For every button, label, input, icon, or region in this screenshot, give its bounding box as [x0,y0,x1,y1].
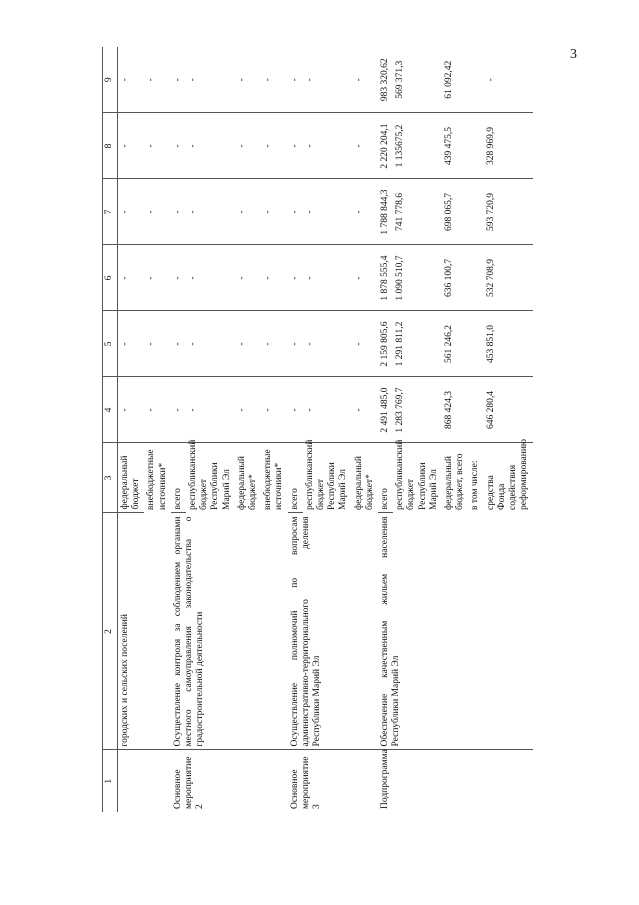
funding-source: внебюджетные источники* [146,449,168,510]
amount-cell: - [261,47,287,113]
amount-cell: 1 283 769,7 [393,377,442,443]
funding-source: республиканский бюджет Республики Марий Эл [304,439,349,510]
funding-source: средства Фонда содействия реформированию [485,438,530,510]
amount-cell: - [235,179,261,245]
amount-cell: - [261,377,287,443]
funding-source: в том числе: [470,460,481,510]
amount-cell: - [186,113,235,179]
amount-cell: - [288,311,303,377]
column-header: 9 [103,47,118,113]
amount-cell: - [303,245,352,311]
funding-source: всего [171,443,186,513]
funding-source: республиканский бюджет Республики Марий Эл [188,439,232,510]
amount-cell: - [144,113,170,179]
column-header: 1 [103,750,118,812]
amount-cell: - [118,47,145,113]
program-description: Осуществление полномочий по вопросам административно-территориального деления Республики Марий Эл [288,513,378,750]
funding-source: всего [378,443,393,513]
column-header: 7 [103,179,118,245]
amount-cell: - [171,113,186,179]
amount-cell: - [171,245,186,311]
amount-cell: - [303,377,352,443]
amount-cell: - [118,245,145,311]
amount-cell: 868 424,3 [442,377,468,443]
funding-source: федеральный бюджет* [236,456,259,510]
amount-cell: 2 159 805,6 [378,311,393,377]
amount-cell: - [288,179,303,245]
amount-cell: - [303,179,352,245]
amount-cell: - [352,377,378,443]
program-description: Осуществление контроля за соблюдением органами местного самоуправления законодательства о градостроительной деятельности [171,513,288,750]
amount-cell: - [352,47,378,113]
amount-cell: - [171,179,186,245]
amount-cell: - [144,377,170,443]
amount-cell: - [235,311,261,377]
amount-cell: - [186,377,235,443]
column-header: 6 [103,245,118,311]
amount-cell: 569 371,3 [393,47,442,113]
amount-cell: - [235,245,261,311]
table-row [378,47,393,812]
amount-cell: - [171,377,186,443]
table-row [171,47,186,812]
budget-table [102,47,533,812]
amount-cell: - [303,47,352,113]
column-header: 4 [103,377,118,443]
amount-cell [468,377,483,443]
amount-cell: - [186,179,235,245]
amount-cell: - [118,179,145,245]
amount-cell: 1 788 844,3 [378,179,393,245]
program-label: Основное мероприятие 3 [289,756,323,809]
amount-cell: 328 969,9 [484,113,533,179]
table-row [288,47,303,812]
amount-cell: 741 778,6 [393,179,442,245]
amount-cell: 1 090 510,7 [393,245,442,311]
amount-cell: - [186,47,235,113]
amount-cell: - [303,113,352,179]
amount-cell [468,245,483,311]
amount-cell: - [261,245,287,311]
amount-cell [468,311,483,377]
funding-source: всего [288,443,303,513]
amount-cell: 2 220 204,1 [378,113,393,179]
amount-cell: 561 246,2 [442,311,468,377]
column-header: 3 [103,443,118,513]
amount-cell: 698 065,7 [442,179,468,245]
table-body [103,47,533,812]
table-row [118,47,145,812]
amount-cell: - [261,311,287,377]
amount-cell: - [186,245,235,311]
amount-cell: 439 475,5 [442,113,468,179]
amount-cell: - [186,311,235,377]
rotated-page-content [102,47,632,812]
amount-cell: 532 708,9 [484,245,533,311]
column-header: 8 [103,113,118,179]
amount-cell: 983 320,62 [378,47,393,113]
amount-cell: - [144,47,170,113]
amount-cell: - [352,311,378,377]
funding-source: федеральный бюджет, всего [444,453,466,510]
amount-cell: - [352,113,378,179]
amount-cell: - [118,377,145,443]
amount-cell: 593 720,9 [484,179,533,245]
amount-cell: - [303,311,352,377]
amount-cell: - [261,113,287,179]
amount-cell: 646 280,4 [484,377,533,443]
amount-cell: - [352,245,378,311]
funding-source: федеральный бюджет* [353,456,375,510]
column-header: 5 [103,311,118,377]
amount-cell [468,47,483,113]
amount-cell: 2 491 485,0 [378,377,393,443]
page-number: 3 [570,47,577,62]
amount-cell: 636 100,7 [442,245,468,311]
amount-cell: 61 092,42 [442,47,468,113]
amount-cell: - [484,47,533,113]
amount-cell: - [118,311,145,377]
amount-cell: 1 291 811,2 [393,311,442,377]
funding-source: федеральный бюджет [118,443,145,513]
funding-source: внебюджетные источники* [263,449,285,510]
amount-cell: - [235,113,261,179]
amount-cell: - [288,47,303,113]
funding-source: республиканский бюджет Республики Марий Эл [395,439,439,510]
amount-cell: - [288,377,303,443]
program-label: Подпрограмма [380,749,391,809]
amount-cell: - [235,47,261,113]
column-header: 2 [103,513,118,750]
program-label [118,750,171,812]
program-label: Основное мероприятие 2 [172,756,206,809]
amount-cell: 453 851,0 [484,311,533,377]
amount-cell: - [261,179,287,245]
amount-cell: - [288,245,303,311]
amount-cell: - [171,47,186,113]
amount-cell: 1 135675,2 [393,113,442,179]
amount-cell: - [288,113,303,179]
program-description: Обеспечение качественным жильем населения Республики Марий Эл [378,513,532,750]
header-row [103,47,118,812]
amount-cell [468,179,483,245]
amount-cell: - [118,113,145,179]
amount-cell: - [144,311,170,377]
amount-cell: - [144,245,170,311]
amount-cell: 1 878 555,4 [378,245,393,311]
amount-cell: - [144,179,170,245]
amount-cell: - [171,311,186,377]
program-description: городских и сельских поселений [118,513,171,750]
amount-cell [468,113,483,179]
amount-cell: - [235,377,261,443]
amount-cell: - [352,179,378,245]
